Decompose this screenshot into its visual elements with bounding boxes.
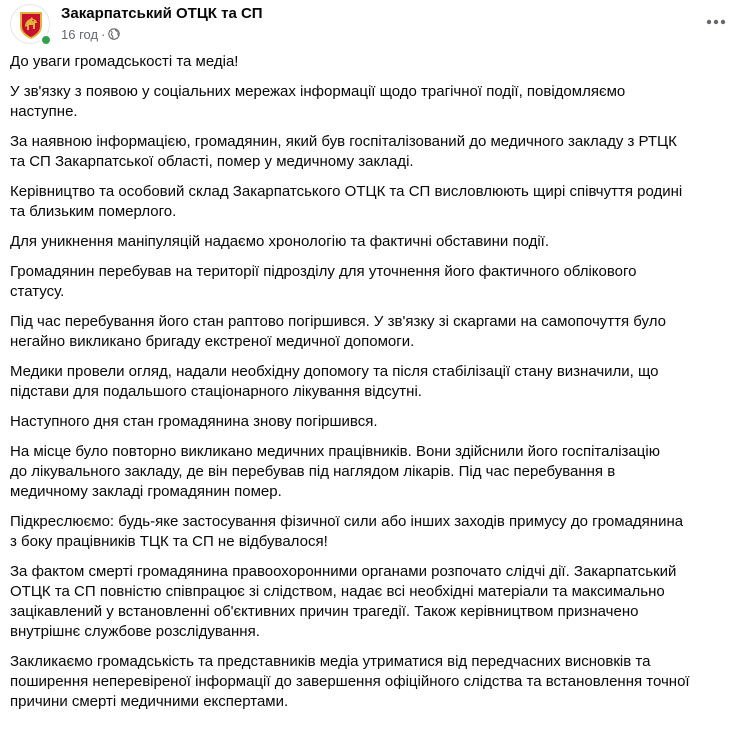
post-paragraph: Наступного дня стан громадянина знову погіршився. (10, 413, 378, 430)
post-paragraph: Під час перебування його стан раптово погіршився. У зв'язку зі скаргами на самопочуття було негайно викликано бригаду екстреної медичної допомоги. (10, 313, 666, 350)
meta-separator: · (101, 26, 106, 42)
globe-icon[interactable] (108, 28, 120, 40)
post-paragraph: Медики провели огляд, надали необхідну допомогу та після стабілізації стану визначили, що підстави для подальшого стаціонарного лікування відсутні. (10, 363, 659, 400)
post-paragraph: Для уникнення маніпуляцій надаємо хронологію та фактичні обставини події. (10, 233, 549, 250)
post-paragraph: За фактом смерті громадянина правоохоронними органами розпочато слідчі дії. Закарпатський ОТЦК та СП повністю співпрацює зі слідством, надає всі необхідні матеріали та максимально зацікавлений у встановленні об'єктивних причин трагедії. Також керівництвом призначено внутрішнє службове розслідування. (10, 563, 677, 640)
online-status-indicator (40, 34, 52, 46)
author-name[interactable]: Закарпатський ОТЦК та СП (61, 5, 263, 22)
more-horizontal-icon (706, 19, 726, 25)
post-paragraph: За наявною інформацією, громадянин, який був госпіталізований до медичного закладу з РТЦК та СП Закарпатської області, помер у медичному закладі. (10, 133, 677, 170)
post-paragraph: Підкреслюємо: будь-яке застосування фізичної сили або інших заходів примусу до громадянина з боку працівників ТЦК та СП не відбувалося! (10, 513, 684, 550)
more-options-button[interactable] (702, 10, 730, 34)
post-paragraph: Закликаємо громадськість та представників медіа утриматися від передчасних висновків та поширення неперевіреної інформації до завершення офіційного слідства та встановлення точної причини смерті медичними експертами. (10, 653, 690, 710)
post-paragraph: Керівництво та особовий склад Закарпатського ОТЦК та СП висловлюють щирі співчуття родині та близьким померлого. (10, 183, 683, 220)
post-paragraph: До уваги громадськості та медіа! (10, 53, 239, 70)
post-paragraph: На місце було повторно викликано медичних працівників. Вони здійснили його госпіталізацію до лікувального закладу, де він перебував під наглядом лікарів. Під час перебування в медичному закладі громадянин помер. (10, 443, 660, 500)
post-paragraph: У зв'язку з появою у соціальних мережах інформації щодо трагічної події, повідомляємо наступне. (10, 83, 626, 120)
post-header (10, 4, 730, 44)
post-meta (61, 25, 120, 43)
post-body (10, 52, 725, 722)
post-paragraph: Громадянин перебував на території підрозділу для уточнення його фактичного облікового статусу. (10, 263, 637, 300)
post-timestamp[interactable]: 16 год (61, 26, 99, 42)
